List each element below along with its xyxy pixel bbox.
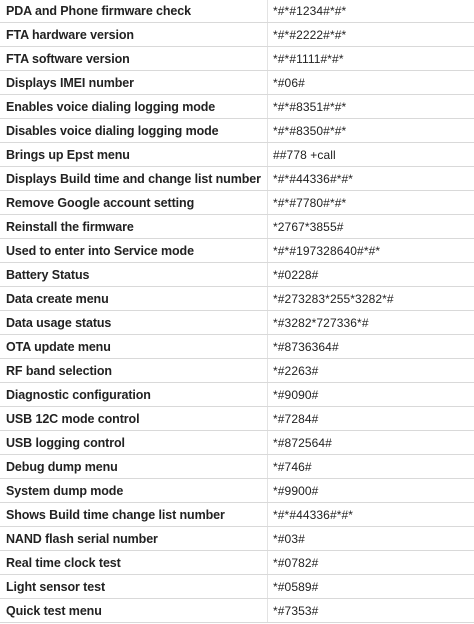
code-value: *#9900# <box>268 479 474 503</box>
code-description: Used to enter into Service mode <box>0 239 268 263</box>
table-row <box>0 407 474 431</box>
code-value: *#*#44336#*#* <box>268 503 474 527</box>
code-value: *#*#8350#*#* <box>268 119 474 143</box>
code-value: *#*#1111#*#* <box>268 47 474 71</box>
code-value: *#03# <box>268 527 474 551</box>
code-description: PDA and Phone firmware check <box>0 0 268 23</box>
code-description: Reinstall the firmware <box>0 215 268 239</box>
code-description: Disables voice dialing logging mode <box>0 119 268 143</box>
table-row <box>0 215 474 239</box>
code-value: *#3282*727336*# <box>268 311 474 335</box>
code-description: Displays Build time and change list number <box>0 167 268 191</box>
code-description: Debug dump menu <box>0 455 268 479</box>
table-row <box>0 167 474 191</box>
table-row <box>0 311 474 335</box>
code-description: Battery Status <box>0 263 268 287</box>
table-row <box>0 143 474 167</box>
code-value: *2767*3855# <box>268 215 474 239</box>
table-row <box>0 0 474 23</box>
code-description: Shows Build time change list number <box>0 503 268 527</box>
code-description: Displays IMEI number <box>0 71 268 95</box>
code-description: NAND flash serial number <box>0 527 268 551</box>
code-value: *#0228# <box>268 263 474 287</box>
code-value: *#8736364# <box>268 335 474 359</box>
code-description: Data create menu <box>0 287 268 311</box>
code-value: *#*#2222#*#* <box>268 23 474 47</box>
code-description: OTA update menu <box>0 335 268 359</box>
code-description: Real time clock test <box>0 551 268 575</box>
table-row <box>0 503 474 527</box>
code-value: *#06# <box>268 71 474 95</box>
table-row <box>0 479 474 503</box>
code-description: Quick test menu <box>0 599 268 623</box>
table-row <box>0 71 474 95</box>
code-description: Brings up Epst menu <box>0 143 268 167</box>
code-description: Diagnostic configuration <box>0 383 268 407</box>
code-description: FTA software version <box>0 47 268 71</box>
code-value: *#746# <box>268 455 474 479</box>
table-row <box>0 239 474 263</box>
code-description: Data usage status <box>0 311 268 335</box>
code-value: *#7353# <box>268 599 474 623</box>
code-value: *#0589# <box>268 575 474 599</box>
table-row <box>0 455 474 479</box>
table-row <box>0 95 474 119</box>
table-row <box>0 599 474 623</box>
table-row <box>0 383 474 407</box>
code-value: *#*#8351#*#* <box>268 95 474 119</box>
code-value: *#2263# <box>268 359 474 383</box>
table-row <box>0 431 474 455</box>
code-value: ##778 +call <box>268 143 474 167</box>
table-row <box>0 191 474 215</box>
table-row <box>0 263 474 287</box>
code-description: FTA hardware version <box>0 23 268 47</box>
table-row <box>0 335 474 359</box>
code-value: *#*#7780#*#* <box>268 191 474 215</box>
code-value: *#273283*255*3282*# <box>268 287 474 311</box>
table-row <box>0 287 474 311</box>
code-value: *#*#197328640#*#* <box>268 239 474 263</box>
code-description: USB logging control <box>0 431 268 455</box>
code-description: Enables voice dialing logging mode <box>0 95 268 119</box>
code-value: *#*#44336#*#* <box>268 167 474 191</box>
table-row <box>0 527 474 551</box>
code-value: *#0782# <box>268 551 474 575</box>
table-row <box>0 119 474 143</box>
table-row <box>0 47 474 71</box>
table-row <box>0 551 474 575</box>
code-description: Remove Google account setting <box>0 191 268 215</box>
code-value: *#872564# <box>268 431 474 455</box>
code-value: *#*#1234#*#* <box>268 0 474 23</box>
code-description: RF band selection <box>0 359 268 383</box>
table-row <box>0 23 474 47</box>
code-value: *#7284# <box>268 407 474 431</box>
code-description: Light sensor test <box>0 575 268 599</box>
code-description: USB 12C mode control <box>0 407 268 431</box>
code-description: System dump mode <box>0 479 268 503</box>
table-row <box>0 359 474 383</box>
code-value: *#9090# <box>268 383 474 407</box>
table-row <box>0 575 474 599</box>
